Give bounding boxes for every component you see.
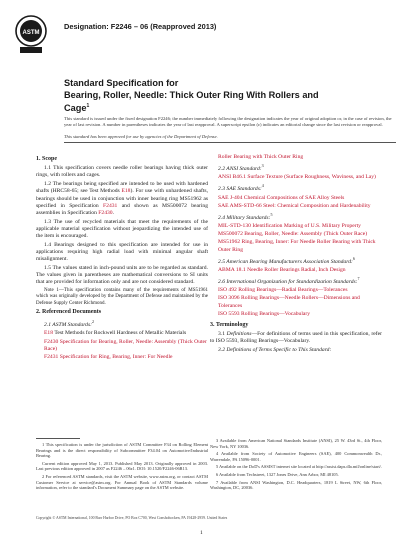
para-2-3-label: 2.3 SAE Standards: [218,186,262,193]
section-scope-heading: 1. Scope [36,156,57,162]
para-2-2 [210,162,382,173]
ref-entry-ansi [210,174,382,181]
ref-title-ms51962[interactable]: Ring, Bearing, Inner: For Needle Roller Bearing with Thick Outer Ring [218,239,376,253]
ref-entry-abma [210,267,382,274]
para-2-3 [210,182,382,193]
ref-title-sae-ams[interactable]: Steel: Chemical Composition and Hardenability [261,202,371,209]
para-1-1: 1.1 This specification covers needle roller bearings having thick outer rings, with rollers and cages. [36,165,208,179]
ref-title-f2431-continued[interactable]: Roller Bearing with Thick Outer Ring [218,154,304,160]
ref-entry-f2431-continued [210,154,382,161]
para-1-2-text-c: and shown as MS500072 bearing assemblies in Specification [36,202,208,216]
ref-code-e18[interactable]: E18 [44,330,54,337]
title-line-1: Standard Specification for [64,78,179,88]
para-2-5-label: 2.5 American Bearing Manufacturers Association Standard: [218,258,353,265]
ref-code-f2431[interactable]: F2431 [44,354,59,361]
footnote-1: 1 This specification is under the jurisdiction of ASTM Committee F34 on Rolling Element Bearings and is the direct responsibility of Subcommittee F34.04 on Automotive/Industrial Bearing. [36,442,208,459]
ref-title-iso-5593[interactable]: Rolling Bearings—Vocabulary [239,310,311,317]
ref-code-f2430[interactable]: F2430 [44,338,59,345]
ref-code-iso-492[interactable]: ISO 492 [218,287,237,294]
ref-link-f2431[interactable]: F2431 [103,202,118,209]
ref-title-f2430[interactable]: Specification for Bearing, Roller, Needle: Assembly (Thick Outer Race) [44,338,207,352]
footnote-2: 2 For referenced ASTM standards, visit the ASTM website, www.astm.org, or contact ASTM Customer Service at service@astm.org. For Annual Book of ASTM Standards volume information, refer to the standard's Document Summary page on the ASTM website. [36,473,208,491]
svg-text:ASTM: ASTM [22,30,40,36]
header-divider [64,142,396,143]
para-2-4 [210,211,382,222]
ref-entry-sae-ams [210,203,382,210]
ref-code-ansi[interactable]: ANSI B46.1 [218,174,246,181]
ref-entry-iso-5593 [210,311,382,318]
footnote-7: 7 Available from ANSI Washington, D.C. Headquarters, 1819 L Street, NW, 6th Floor, Washington, DC, 20036. [210,479,382,491]
ref-entry-f2430 [36,339,208,353]
ref-code-sae-ams[interactable]: SAE AMS-STD-66 [218,202,262,209]
astm-logo-icon [14,14,48,56]
ref-title-iso-492[interactable]: Rolling Bearings—Radial Bearings—Tolerances [236,287,348,294]
para-1-3: 1.3 The use of recycled materials that meet the requirements of the applicable material specification without jeopardizing the intended use of the item is encouraged. [36,218,208,240]
para-3-2: 3.2 Definitions of Terms Specific to This Standard: [218,347,332,354]
ref-title-abma[interactable]: Needle Roller Bearings Radial, Inch Design [245,266,346,273]
title-line-3 [64,101,394,115]
footnote-5: 5 Available on the DoD's ASSIST internet site located at http://assist.daps.dla.mil/online/start/. [216,464,382,470]
ref-entry-iso-3096 [210,295,382,309]
footnotes-right [210,438,382,493]
dod-approval-note: This standard has been approved for use by agencies of the Department of Defense. [64,134,218,139]
para-1-4: 1.4 Bearings designed to this specification are intended for use in applications requiring high radial load with minimal angular shaft misalignment. [36,241,208,263]
footnote-divider [36,438,80,439]
footnotes-left [36,438,208,493]
para-2-4-footnote-marker: 5 [270,211,273,217]
footnote-4: 4 Available from Society of Automotive Engineers (SAE), 400 Commonwealth Dr., Warrendale, PA 15096-0001. [210,451,382,462]
footnote-1-continued: Current edition approved May 1, 2013. Published May 2013. Originally approved in 2003. Last previous edition approved in 2007 as F2246 – 06ε1. DOI: 10.1520/F2246-06R13. [36,460,208,472]
para-1-2-text-d: . [112,209,115,216]
ref-title-mil-std-130[interactable]: Identification Marking of U.S. Military Property [250,223,361,229]
para-2-5-footnote-marker: 6 [352,255,355,261]
para-1-2-text-b: ). For use with unhardened shafts, bearings should be used in conjunction with inner bearing ring MS51962 as specified in Specification [36,188,209,209]
para-1-2 [36,181,208,217]
copyright-line: Copyright © ASTM International, 100 Barr Harbor Drive, PO Box C700, West Conshohocken, PA 19428-2959. United States [36,516,228,520]
para-3-1-number: 3.1 [218,331,227,338]
para-2-6-footnote-marker: 7 [357,276,360,282]
para-2-2-footnote-marker: 3 [261,163,264,169]
para-2-1 [36,318,208,329]
ref-link-e18[interactable]: E18 [121,188,131,195]
right-column [210,154,382,356]
ref-code-ms500072[interactable]: MS500072 [218,231,243,238]
para-2-5 [210,255,382,266]
footnote-3: 3 Available from American National Standards Institute (ANSI), 25 W. 43rd St., 4th Floor, New York, NY 10036. [210,438,382,449]
footnote-6: 6 Available from Techstreet, 1327 Jones Drive, Ann Arbor, MI 48105. [216,471,339,477]
ref-entry-ms51962 [210,239,382,253]
ref-title-iso-3096[interactable]: Rolling Bearings—Needle Rollers—Dimensions and Tolerances [218,295,360,309]
ref-entry-sae-j404 [210,195,382,202]
ref-title-e18: Test Methods for Rockwell Hardness of Metallic Materials [53,330,187,337]
para-2-6 [210,275,382,286]
section-terminology-heading: 3. Terminology [210,321,249,328]
ref-entry-f2431 [36,354,208,361]
ref-link-f2430[interactable]: F2430 [98,209,113,216]
para-1-5: 1.5 The values stated in inch-pound units are to be regarded as standard. The values given in parentheses are mathematical conversions to SI units that are provided for information only and are not considered standard. [36,264,208,286]
document-title [64,78,394,115]
para-2-4-label: 2.4 Military Standards: [218,214,271,221]
page-number: 1 [200,530,203,536]
ref-code-mil-std-130[interactable]: MIL-STD-130 [218,223,251,229]
ref-code-abma[interactable]: ABMA 18.1 [218,266,246,273]
title-line-3-text: Cage [64,103,87,114]
designation: Designation: F2246 – 06 (Reapproved 2013) [64,22,217,31]
para-2-3-footnote-marker: 4 [261,183,264,189]
para-2-2-label: 2.2 ANSI Standard: [218,166,262,173]
title-footnote-marker: 1 [86,103,90,109]
para-3-1-text: —For definitions of terms used in this specification, refer to ISO 5593, Rolling Bearings—Vocabulary. [210,331,382,345]
left-column [36,154,208,362]
ref-code-sae-j404[interactable]: SAE J-404 [218,194,243,201]
ref-code-iso-3096[interactable]: ISO 3096 [218,295,240,302]
para-3-1 [210,331,382,345]
para-2-1-footnote-marker: 2 [92,319,95,325]
title-line-2: Bearing, Roller, Needle: Thick Outer Ring With Rollers and [64,89,319,100]
para-2-1-label: 2.1 ASTM Standards: [44,322,93,329]
ref-entry-iso-492 [210,287,382,294]
para-1-2-text-a: 1.2 The bearings being specified are intended to be used with hardened shafts (HRC58-65; see Test Methods [36,181,208,195]
para-3-1-term: Definitions [226,331,252,338]
ref-title-f2431[interactable]: Specification for Ring, Bearing, Inner: For Needle [58,354,173,361]
ref-title-ms500072[interactable]: Bearing, Roller, Needle: Assembly (Thick Outer Race) [242,231,368,238]
ref-code-ms51962[interactable]: MS51962 [218,239,241,246]
section-referenced-docs-heading: 2. Referenced Documents [36,309,102,316]
para-2-6-label: 2.6 International Organization for Standardization Standards: [218,278,358,285]
ref-title-sae-j404[interactable]: Chemical Compositions of SAE Alloy Steels [242,194,345,201]
ref-code-iso-5593[interactable]: ISO 5593 [218,310,240,317]
ref-title-ansi[interactable]: Surface Texture (Surface Roughness, Waviness, and Lay) [245,174,376,181]
intro-text: This standard is issued under the fixed designation F2246; the number immediately following the designation indicates the year of original adoption or, in the case of revision, the year of last revision. A number in parentheses indicates the year of last reapproval. A superscript epsilon (ε) indicates an editorial change since the last revision or reapproval. [64,116,392,127]
ref-entry-ms500072 [210,231,382,238]
ref-entry-e18 [36,330,208,337]
ref-entry-mil-std-130 [210,223,382,230]
note-1: Note 1—This specification contains many of the requirements of MS51961 which was originally developed by the Department of Defense and maintained by the Defense Supply Center Richmond. [36,287,208,306]
